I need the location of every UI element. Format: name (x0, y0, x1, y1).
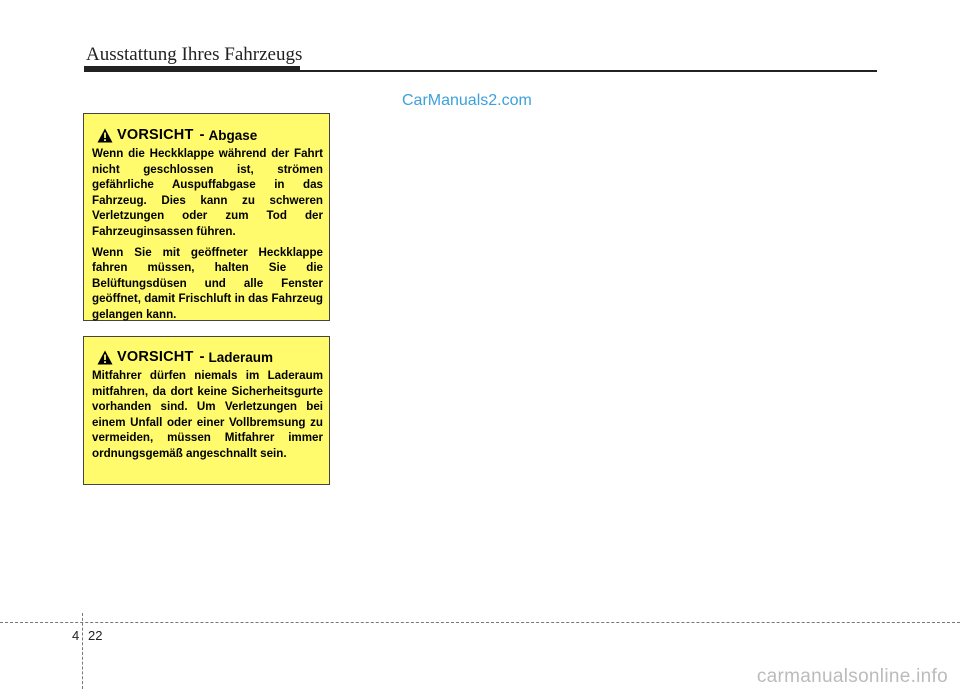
warning-triangle-icon (97, 350, 113, 365)
caution-heading (97, 125, 323, 143)
source-watermark: carmanualsonline.info (756, 666, 948, 687)
caution-box-cargo (83, 336, 330, 485)
page-header-title: Ausstattung Ihres Fahrzeugs (86, 44, 303, 65)
caution-label: VORSICHT (117, 127, 194, 143)
caution-box-exhaust (83, 113, 330, 321)
caution-dash: - (199, 348, 205, 365)
footer-rule (0, 622, 960, 623)
caution-paragraph: Wenn die Heckklappe während der Fahrt nicht geschlossen ist, strömen gefährliche Auspuffabgase in das Fahrzeug. Dies kann zu schweren Verletzungen oder zum Tod der Fahrzeuginsassen führen. (92, 147, 323, 238)
watermark-link[interactable]: CarManuals2.com (402, 92, 532, 109)
caution-paragraph: Wenn Sie mit geöffneter Heckklappe fahren müssen, halten Sie die Belüftungsdüsen und alle Fenster geöffnet, damit Frischluft in das Fahrzeug gelangen kann. (92, 245, 323, 321)
caution-label: VORSICHT (117, 349, 194, 365)
caution-dash: - (199, 126, 205, 143)
caution-paragraph: Mitfahrer dürfen niemals im Laderaum mitfahren, da dort keine Sicherheitsgurte vorhanden sind. Um Verletzungen bei einem Unfall oder einer Vollbremsung zu vermeiden, müssen Mitfahrer immer ordnungsgemäß angeschnallt sein. (92, 369, 323, 460)
caution-heading (97, 347, 323, 365)
header-rule (84, 70, 877, 72)
footer-divider (82, 613, 83, 689)
caution-topic: Laderaum (208, 350, 274, 365)
page-section: 4 (72, 628, 80, 643)
warning-triangle-icon (97, 128, 113, 143)
caution-topic: Abgase (208, 128, 258, 143)
page-number: 22 (88, 628, 103, 643)
